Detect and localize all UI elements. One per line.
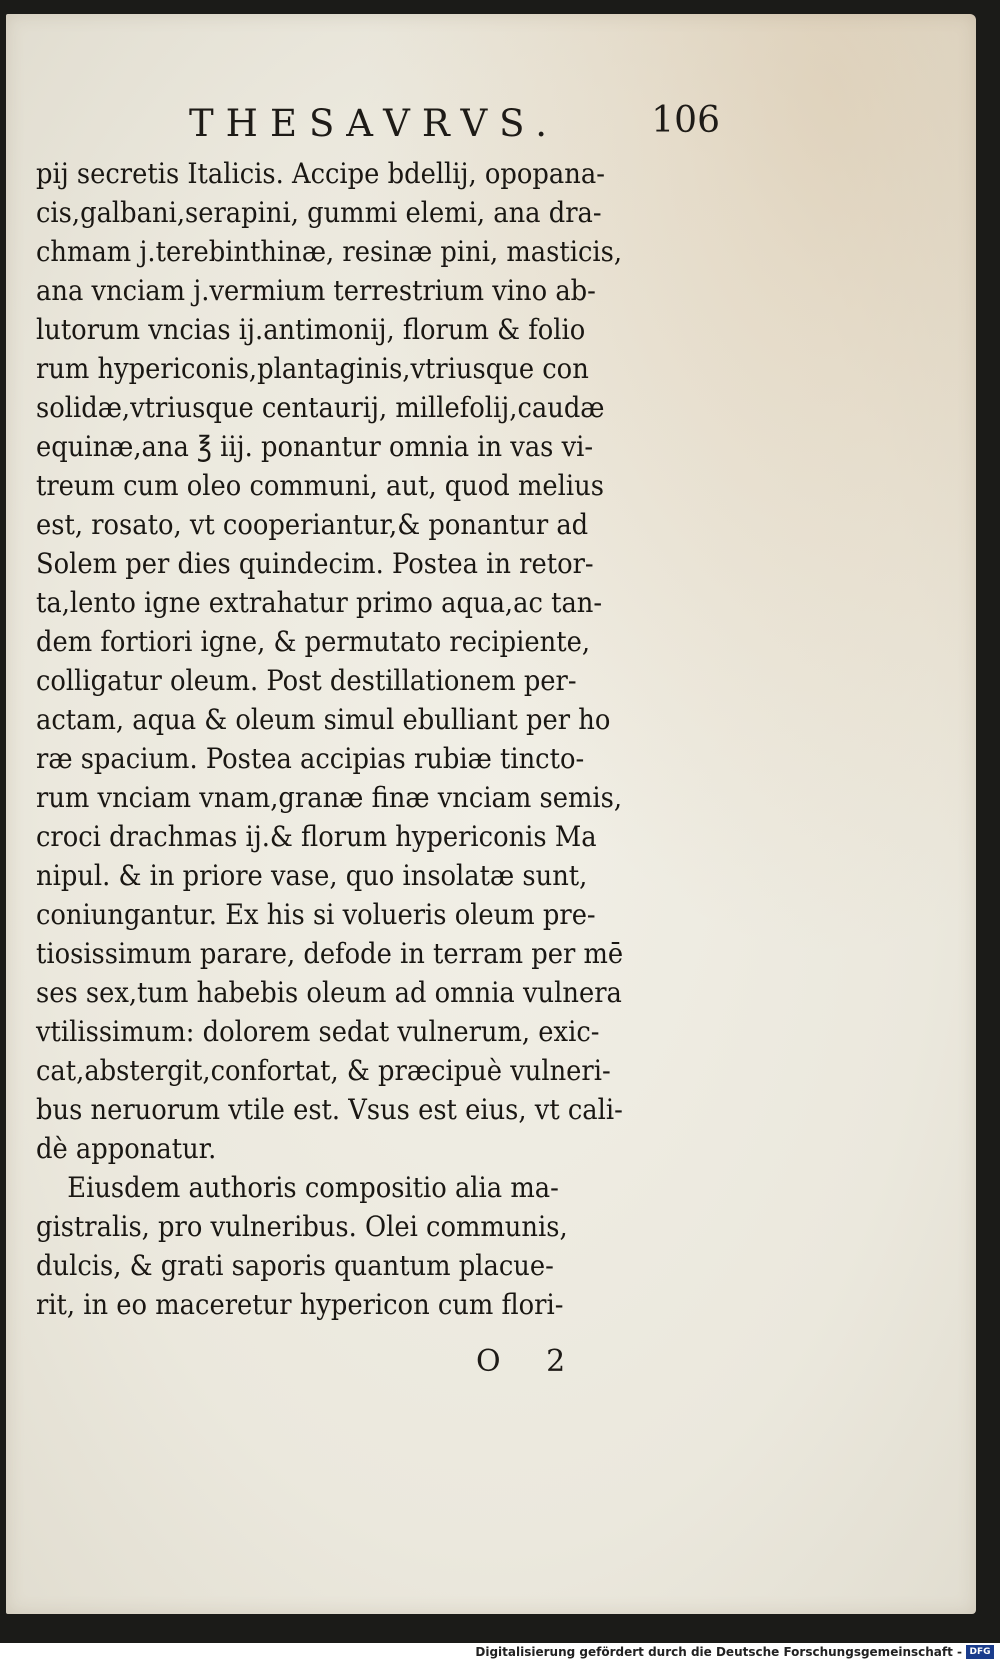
running-head-title: THESAVRVS. (189, 102, 559, 145)
text-line: tiosissimum parare, defode in terram per mē (36, 937, 624, 970)
text-line: equinæ,ana ℥ iij. ponantur omnia in vas vi- (36, 430, 594, 463)
text-line: nipul. & in priore vase, quo insolatæ sunt, (36, 859, 588, 892)
text-line: chmam j.terebinthinæ, resinæ pini, masticis, (36, 235, 623, 268)
dfg-logo-icon: DFG (966, 1645, 994, 1659)
text-line: cis,galbani,serapini, gummi elemi, ana dra- (36, 196, 602, 229)
paragraph-first-line: Eiusdem authoris compositio alia ma- (67, 1171, 559, 1204)
text-line: coniungantur. Ex his si volueris oleum pre- (36, 898, 596, 931)
text-line: ses sex,tum habebis oleum ad omnia vulnera (36, 976, 622, 1009)
text-line: lutorum vncias ij.antimonij, florum & folio (36, 313, 586, 346)
text-line: dem fortiori igne, & permutato recipiente, (36, 625, 591, 658)
text-line: gistralis, pro vulneribus. Olei communis, (36, 1210, 568, 1243)
running-head (34, 92, 734, 152)
text-line: croci drachmas ij.& florum hypericonis Ma (36, 820, 597, 853)
text-line: rit, in eo maceretur hypericon cum flori- (36, 1288, 564, 1321)
text-line: actam, aqua & oleum simul ebulliant per ho (36, 703, 611, 736)
page-number: 106 (651, 100, 720, 141)
text-line: bus neruorum vtile est. Vsus est eius, vt cali- (36, 1093, 623, 1126)
text-line: treum cum oleo communi, aut, quod melius (36, 469, 604, 502)
text-line: cat,abstergit,confortat, & præcipuè vulneri- (36, 1054, 611, 1087)
text-line: ana vnciam j.vermium terrestrium vino ab- (36, 274, 596, 307)
signature-mark: O 2 (476, 1344, 584, 1379)
text-line: ta,lento igne extrahatur primo aqua,ac tan- (36, 586, 603, 619)
text-line: dè apponatur. (36, 1132, 217, 1165)
text-line: pij secretis Italicis. Accipe bdellij, opopana- (36, 157, 605, 190)
text-line: Solem per dies quindecim. Postea in retor- (36, 547, 594, 580)
text-line: rum hypericonis,plantaginis,vtriusque con (36, 352, 589, 385)
book-page (6, 14, 976, 1614)
text-line: rum vnciam vnam,granæ finæ vnciam semis, (36, 781, 623, 814)
text-line: est, rosato, vt cooperiantur,& ponantur ad (36, 508, 589, 541)
text-line: solidæ,vtriusque centaurij, millefolij,caudæ (36, 391, 605, 424)
body-text (36, 154, 708, 1324)
digitization-credit: Digitalisierung gefördert durch die Deutsche Forschungsgemeinschaft - (475, 1645, 962, 1659)
text-line: vtilissimum: dolorem sedat vulnerum, exic- (36, 1015, 600, 1048)
text-line: ræ spacium. Postea accipias rubiæ tincto- (36, 742, 585, 775)
text-line: colligatur oleum. Post destillationem per- (36, 664, 577, 697)
text-line: dulcis, & grati saporis quantum placue- (36, 1249, 554, 1282)
